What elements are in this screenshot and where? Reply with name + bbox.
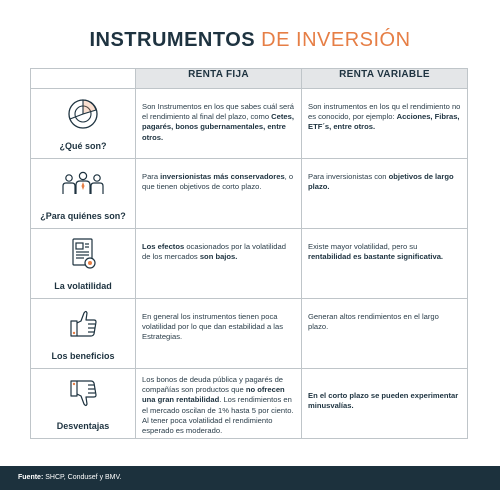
table-row [31, 89, 468, 159]
column-header-fija: RENTA FIJA [136, 69, 302, 89]
cell-text: inversionistas más conservadores [160, 172, 285, 181]
table-row [31, 369, 468, 439]
cell-text: , o que tienen objetivos de corto plazo. [142, 172, 294, 192]
cell-text: no ofrecen una gran rentabilidad [142, 385, 285, 405]
cell-text: Son Instrumentos en los que sabes cuál será el rendimiento al final del plazo, como [142, 102, 294, 122]
row-label-cell [31, 369, 136, 439]
cell-text: Generan altos rendimientos en el largo plazo. [308, 312, 439, 332]
cell-variable [302, 89, 468, 159]
row-label: La volatilidad [54, 281, 112, 291]
cell-fija [136, 89, 302, 159]
row-label: ¿Para quiénes son? [40, 211, 126, 221]
cell-text: Son instrumentos en los qu el rendimiento no es conocido, por ejemplo: [308, 102, 461, 122]
cell-text: objetivos de largo plazo. [308, 172, 454, 192]
thumbs-up-icon [31, 307, 135, 341]
cell-text: En general los instrumentos tienen poca volatilidad por lo que dan estabilidad a las Estrategias. [142, 312, 284, 342]
cell-text: son bajos. [199, 252, 238, 262]
table-row [31, 159, 468, 229]
row-label: ¿Qué son? [59, 141, 107, 151]
table-row [31, 299, 468, 369]
row-label-cell [31, 159, 136, 229]
cell-fija [136, 299, 302, 369]
cell-text: . Los rendimientos en el mercado oscilan de 1% hasta 5 por ciento. Al tener poca volatilidad el rendimiento esperado es moderado. [142, 395, 294, 436]
comparison-table [30, 68, 468, 439]
cell-fija [136, 159, 302, 229]
cell-variable [302, 369, 468, 439]
cell-text: Existe mayor volatilidad, pero su [308, 242, 418, 251]
column-header-variable: RENTA VARIABLE [302, 69, 468, 89]
cell-variable [302, 229, 468, 299]
corner-cell [31, 69, 136, 89]
cell-text: Cetes, pagarés, bonos gubernamentales, entre otros. [142, 112, 294, 142]
cell-variable [302, 299, 468, 369]
row-label: Desventajas [56, 421, 110, 431]
title-strong: INSTRUMENTOS [89, 29, 256, 51]
cell-text: Los bonos de deuda pública y pagarés de compañías son productos que [142, 375, 284, 395]
cell-variable [302, 159, 468, 229]
cell-text: Los efectos [142, 242, 185, 251]
source-footer [0, 466, 500, 490]
cell-text: Para inversionistas con [308, 172, 389, 181]
cell-text: rentabilidad es bastante significativa. [308, 252, 444, 262]
cell-text: Acciones, Fibras, ETF´s, entre otros. [308, 112, 460, 132]
pie-chart-icon [31, 97, 135, 131]
cell-text: En el corto plazo se pueden experimentar minusvalías. [308, 391, 459, 411]
row-label-cell [31, 229, 136, 299]
cell-text: Para [142, 172, 161, 181]
row-label-cell [31, 89, 136, 159]
footer-text: SHCP, Condusef y BMV. [43, 474, 122, 481]
page-title [0, 28, 500, 52]
row-label: Los beneficios [51, 351, 115, 361]
table-row [31, 229, 468, 299]
cell-fija [136, 369, 302, 439]
people-icon [31, 167, 135, 201]
thumbs-down-icon [31, 377, 135, 411]
row-label-cell [31, 299, 136, 369]
title-accent: DE INVERSIÓN [261, 29, 411, 51]
document-icon [31, 237, 135, 271]
cell-fija [136, 229, 302, 299]
footer-label: Fuente: [18, 474, 44, 481]
cell-text: ocasionados por la volatilidad de los mercados [142, 242, 286, 262]
header-row [31, 69, 468, 89]
